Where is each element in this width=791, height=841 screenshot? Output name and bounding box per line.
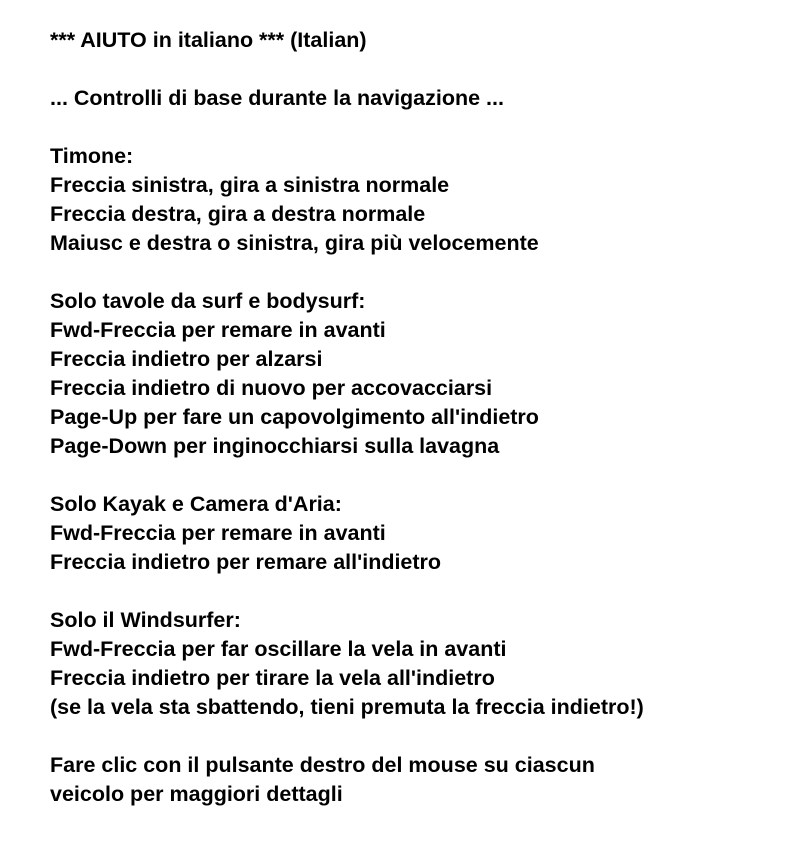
section-line: Fwd-Freccia per remare in avanti bbox=[50, 521, 386, 545]
section-footer bbox=[50, 751, 785, 809]
section-line: Fwd-Freccia per remare in avanti bbox=[50, 318, 386, 342]
footer-line: veicolo per maggiori dettagli bbox=[50, 782, 343, 806]
section-heading: Timone: bbox=[50, 144, 134, 168]
help-title: *** AIUTO in italiano *** (Italian) bbox=[50, 28, 367, 52]
section-heading: Solo Kayak e Camera d'Aria: bbox=[50, 492, 342, 516]
section-line: Page-Up per fare un capovolgimento all'indietro bbox=[50, 405, 539, 429]
section-kayak bbox=[50, 490, 785, 577]
section-line: Freccia sinistra, gira a sinistra normale bbox=[50, 173, 450, 197]
blank-line bbox=[50, 258, 785, 287]
blank-line bbox=[50, 722, 785, 751]
section-line: Freccia indietro di nuovo per accovacciarsi bbox=[50, 376, 493, 400]
section-line: (se la vela sta sbattendo, tieni premuta la freccia indietro!) bbox=[50, 695, 644, 719]
section-steering bbox=[50, 142, 785, 258]
blank-line bbox=[50, 113, 785, 142]
section-line: Fwd-Freccia per far oscillare la vela in avanti bbox=[50, 637, 507, 661]
section-line: Freccia indietro per remare all'indietro bbox=[50, 550, 442, 574]
section-line: Freccia indietro per tirare la vela all'indietro bbox=[50, 666, 495, 690]
blank-line bbox=[50, 461, 785, 490]
section-line: Maiusc e destra o sinistra, gira più velocemente bbox=[50, 231, 539, 255]
section-line: Freccia indietro per alzarsi bbox=[50, 347, 323, 371]
help-text-panel bbox=[50, 26, 785, 809]
section-windsurfer bbox=[50, 606, 785, 722]
blank-line bbox=[50, 577, 785, 606]
section-line: Page-Down per inginocchiarsi sulla lavagna bbox=[50, 434, 500, 458]
help-subtitle: ... Controlli di base durante la navigazione ... bbox=[50, 86, 504, 110]
section-line: Freccia destra, gira a destra normale bbox=[50, 202, 426, 226]
section-surfboards bbox=[50, 287, 785, 461]
blank-line bbox=[50, 55, 785, 84]
section-heading: Solo il Windsurfer: bbox=[50, 608, 241, 632]
section-heading: Solo tavole da surf e bodysurf: bbox=[50, 289, 366, 313]
footer-line: Fare clic con il pulsante destro del mouse su ciascun bbox=[50, 753, 595, 777]
